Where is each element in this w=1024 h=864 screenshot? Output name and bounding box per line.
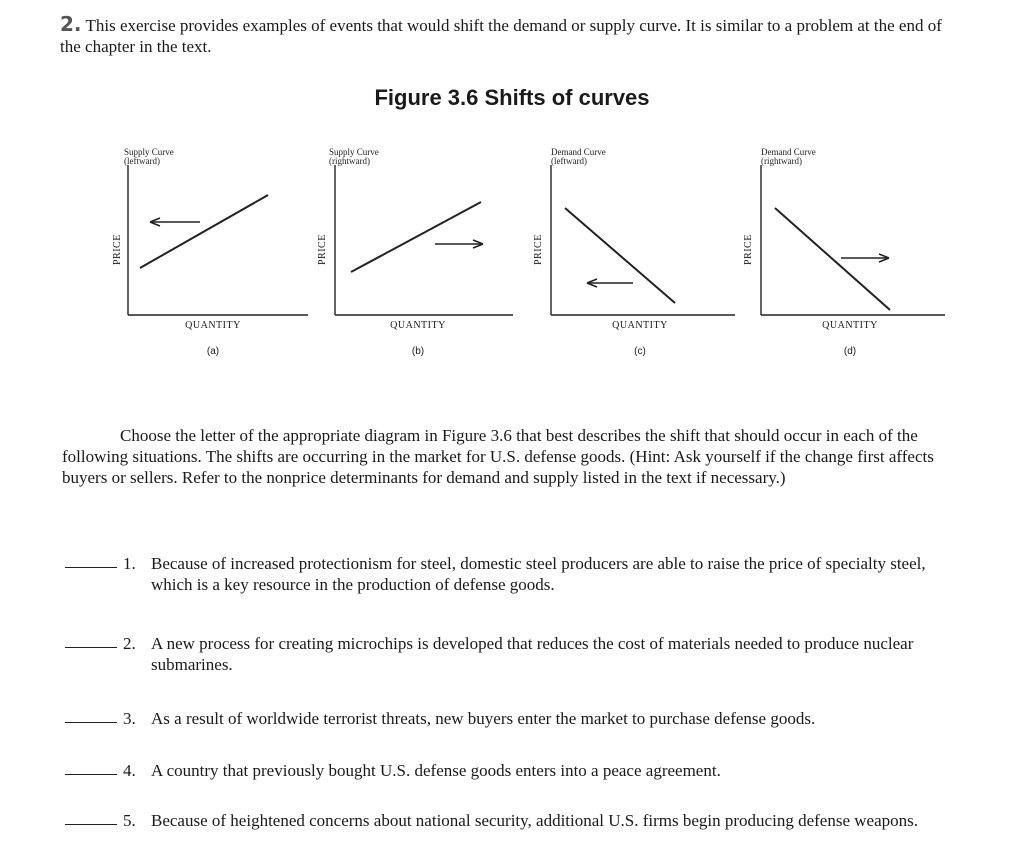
panel-letter: (a) [206,346,220,357]
question-number: 3. [123,709,136,728]
panel-title: Demand Curve (rightward) [761,147,816,166]
x-axis-label: QUANTITY [822,320,878,331]
panel-letter: (c) [634,346,646,357]
panel-c [533,140,755,365]
panel-a-graph [118,140,328,365]
question-1 [65,553,965,595]
y-axis-label: PRICE [533,234,544,265]
supply-curve [140,195,268,268]
panel-d [743,140,965,365]
demand-curve [565,208,675,303]
question-number: 5. [123,811,136,830]
answer-blank[interactable] [65,810,117,825]
answer-blank[interactable] [65,553,117,568]
x-axis-label: QUANTITY [185,320,241,331]
exercise-intro [60,14,960,57]
question-4 [65,760,965,781]
answer-blank[interactable] [65,708,117,723]
panel-b [317,140,533,365]
question-5 [65,810,965,831]
question-2 [65,633,965,675]
question-text: Because of increased protectionism for steel, domestic steel producers are able to raise the price of specialty steel, which is a key resource in the production of defense goods. [151,554,926,594]
y-axis-label: PRICE [112,234,123,265]
supply-curve [351,202,481,272]
panel-title: Demand Curve (leftward) [551,147,606,166]
panel-letter: (b) [411,346,425,357]
y-axis-label: PRICE [317,234,328,265]
answer-blank[interactable] [65,760,117,775]
intro-text: This exercise provides examples of events that would shift the demand or supply curve. It is similar to a problem at the end of the chapter in the text. [60,16,942,56]
panel-title: Supply Curve (rightward) [329,147,379,166]
panel-c-graph [545,140,755,365]
x-axis-label: QUANTITY [390,320,446,331]
panel-letter: (d) [843,346,857,357]
question-text: A country that previously bought U.S. defense goods enters into a peace agreement. [151,761,721,780]
question-number: 1. [123,554,136,573]
panel-b-graph [323,140,533,365]
panel-a [112,140,328,365]
question-number: 4. [123,761,136,780]
instructions-paragraph: Choose the letter of the appropriate diagram in Figure 3.6 that best describes the shift that should occur in each of the following situations. The shifts are occurring in the market for U.S. defense goods. (Hint: Ask yourself if the change first affects buyers or sellers. Refer to the nonprice determinants for demand and supply listed in the text if necessary.) [62,426,934,487]
question-text: As a result of worldwide terrorist threats, new buyers enter the market to purchase defense goods. [151,709,816,728]
panel-d-graph [755,140,965,365]
panel-title: Supply Curve (leftward) [124,147,174,166]
figure-title: Figure 3.6 Shifts of curves [374,85,650,110]
question-text: A new process for creating microchips is developed that reduces the cost of materials needed to produce nuclear submarines. [151,634,914,674]
exercise-number: 2. [60,12,82,36]
question-text: Because of heightened concerns about national security, additional U.S. firms begin producing defense weapons. [151,811,918,830]
y-axis-label: PRICE [743,234,754,265]
x-axis-label: QUANTITY [612,320,668,331]
question-number: 2. [123,634,136,653]
question-3 [65,708,965,729]
demand-curve [775,208,890,310]
answer-blank[interactable] [65,633,117,648]
